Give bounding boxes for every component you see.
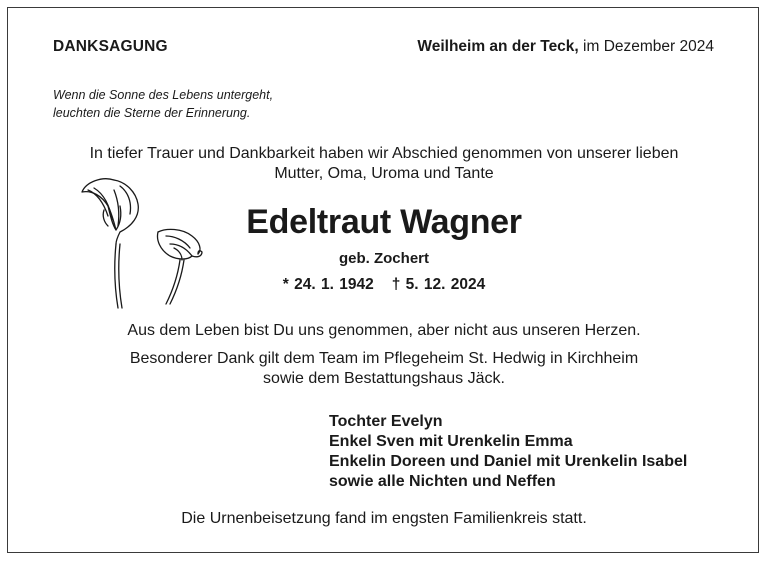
mourner-entry: Tochter Evelyn xyxy=(329,413,443,430)
motto-line: Wenn die Sonne des Lebens untergeht, xyxy=(53,88,274,102)
motto-quote xyxy=(53,86,273,122)
notice-heading: DANKSAGUNG xyxy=(53,38,168,55)
farewell-text: Aus dem Leben bist Du uns genommen, aber nicht aus unseren Herzen. xyxy=(127,322,641,339)
mourner-entry: Enkelin Doreen und Daniel mit Urenkelin Isabel xyxy=(329,453,688,470)
mourner-entry: Enkel Sven mit Urenkelin Emma xyxy=(329,433,573,450)
burial-note: Die Urnenbeisetzung fand im engsten Familienkreis statt. xyxy=(181,510,587,527)
life-dates xyxy=(168,276,600,294)
intro-line: Mutter, Oma, Uroma und Tante xyxy=(274,165,494,182)
death-date: † 5. 12. 2024 xyxy=(391,276,486,293)
intro-line: In tiefer Trauer und Dankbarkeit haben wir Abschied genommen von unserer lieben xyxy=(89,145,679,162)
deceased-name: Edeltraut Wagner xyxy=(246,203,522,241)
city-name: Weilheim an der Teck, xyxy=(417,38,579,55)
mourner-entry: sowie alle Nichten und Neffen xyxy=(329,473,556,490)
mourners-list xyxy=(329,412,687,492)
thanks-line: Besonderer Dank gilt dem Team im Pflegeheim St. Hedwig in Kirchheim xyxy=(129,350,639,367)
birth-date: * 24. 1. 1942 xyxy=(282,276,374,293)
place-and-date xyxy=(417,38,714,56)
thanks-line: sowie dem Bestattungshaus Jäck. xyxy=(263,370,505,387)
motto-line: leuchten die Sterne der Erinnerung. xyxy=(53,106,251,120)
notice-date: im Dezember 2024 xyxy=(583,38,714,55)
birth-name: geb. Zochert xyxy=(338,250,429,267)
thanks-text xyxy=(0,349,768,389)
